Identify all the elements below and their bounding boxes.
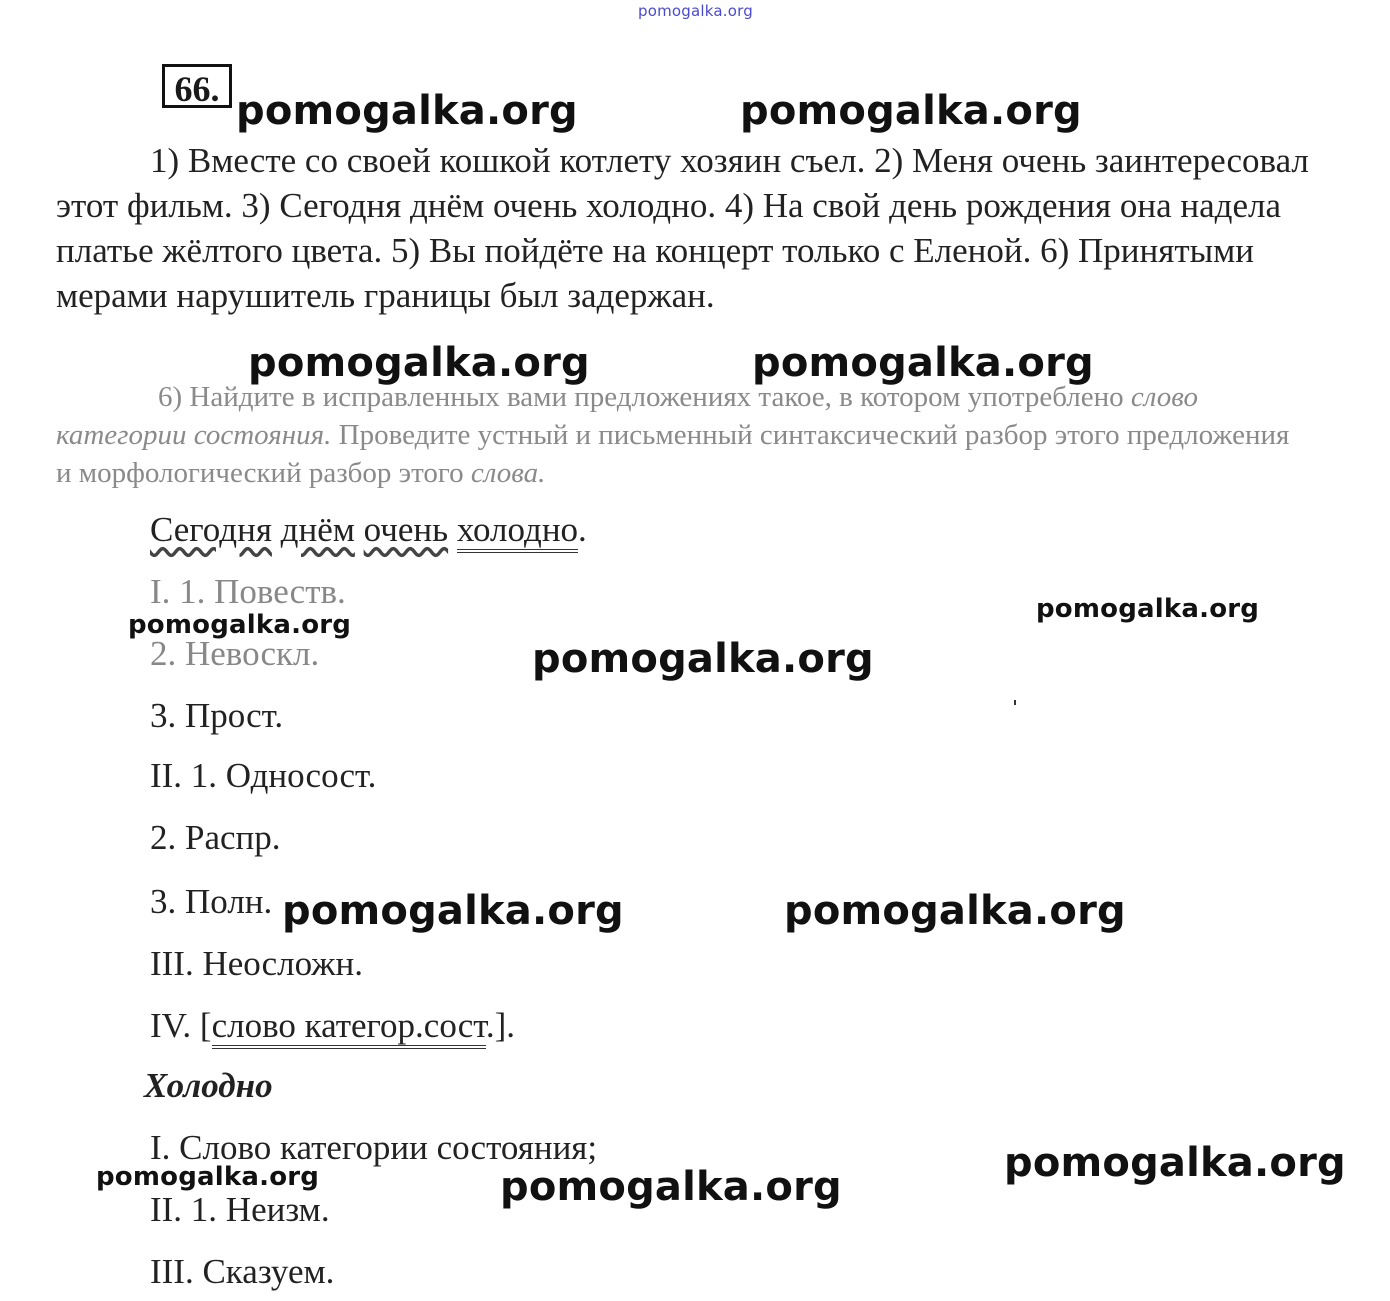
watermark: pomogalka.org xyxy=(282,888,624,934)
analysis-line-8 xyxy=(150,1006,515,1046)
stray-mark xyxy=(1014,700,1016,705)
exercise-paragraph xyxy=(56,138,1316,318)
analysis-line-6: 3. Полн. xyxy=(150,882,273,921)
exercise-number-text: 66 xyxy=(174,69,211,109)
analysis-line-1: I. 1. Повеств. xyxy=(150,572,346,611)
watermark: pomogalka.org xyxy=(500,1164,842,1210)
exercise-number xyxy=(162,64,232,108)
analysis-line-5: 2. Распр. xyxy=(150,818,281,857)
paragraph-text: 1) Вместе со своей кошкой котлету хозяин съел. 2) Меня очень заинтересовал этот фильм. 3) Сегодня днём очень холодно. 4) На свой день рождения она надела платье жёлтого цвета. 5) Вы пойдёте на концерт только с Еленой. 6) Принятыми мерами нарушитель границы был задержан. xyxy=(56,141,1309,315)
morph-heading: Холодно xyxy=(144,1066,273,1105)
sentence-end: . xyxy=(578,510,587,549)
morph-line-2: II. 1. Неизм. xyxy=(150,1190,330,1229)
watermark: pomogalka.org xyxy=(96,1162,320,1192)
watermark-top: pomogalka.org xyxy=(638,2,753,20)
sentence-word-predicate: холодно xyxy=(457,510,578,553)
analysis-line-8-post: .]. xyxy=(485,1006,516,1045)
sentence-word-circumstance: Сегодня xyxy=(150,510,272,549)
morph-line-1: I. Слово категории состояния; xyxy=(150,1128,598,1167)
watermark: pomogalka.org xyxy=(236,88,578,134)
analysis-line-3: 3. Прост. xyxy=(150,696,284,735)
watermark: pomogalka.org xyxy=(784,888,1126,934)
morph-line-3: III. Сказуем. xyxy=(150,1252,335,1291)
task-term2: слова. xyxy=(470,457,546,489)
analysis-line-4: II. 1. Односост. xyxy=(150,756,377,795)
watermark: pomogalka.org xyxy=(532,636,874,682)
analysis-line-8-pre: IV. [ xyxy=(150,1006,212,1045)
watermark: pomogalka.org xyxy=(128,610,352,640)
analysis-line-7: III. Неосложн. xyxy=(150,944,363,983)
task-term: слово категории состояния. xyxy=(56,381,1198,451)
sentence-word-circumstance-2: днём xyxy=(280,510,355,549)
watermark: pomogalka.org xyxy=(248,340,590,386)
sentence-word-circumstance-3: очень xyxy=(363,510,449,549)
analysis-line-2: 2. Невоскл. xyxy=(150,634,320,673)
watermark: pomogalka.org xyxy=(1036,594,1260,624)
exercise-number-dot: . xyxy=(210,69,220,109)
analysis-line-8-term: слово категор.сост xyxy=(212,1006,486,1049)
watermark: pomogalka.org xyxy=(740,88,1082,134)
task-prefix: 6) Найдите в исправленных вами предложениях такое, в котором употреблено xyxy=(158,381,1131,413)
parsed-sentence xyxy=(150,510,587,550)
watermark: pomogalka.org xyxy=(752,340,1094,386)
task-middle: Проведите устный и письменный синтаксический разбор этого предложения и морфологический разбор этого xyxy=(56,419,1290,489)
task-text xyxy=(56,378,1296,492)
watermark: pomogalka.org xyxy=(1004,1140,1346,1186)
